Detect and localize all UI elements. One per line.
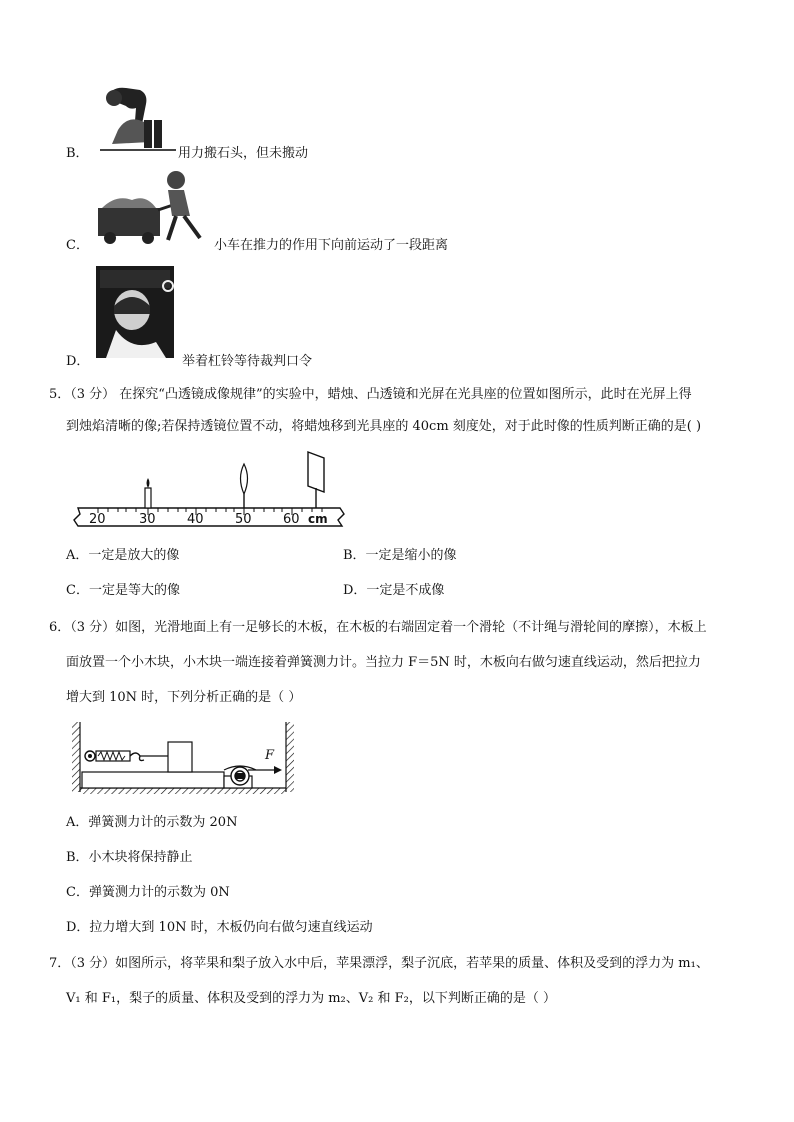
q6-stem-line2: 面放置一个小木块，小木块一端连接着弹簧测力计。当拉力 F＝5N 时，木板向右做匀速直线运动，然后把拉力 <box>66 655 701 670</box>
optical-bench-figure <box>72 448 348 534</box>
q5-option-c: C．一定是等大的像 <box>66 583 180 598</box>
q6-option-a: A．弹簧测力计的示数为 20N <box>66 815 238 830</box>
ruler-label-60: 60 <box>283 512 300 527</box>
q4-option-c-text: 小车在推力的作用下向前运动了一段距离 <box>214 238 449 253</box>
q6-option-c: C．弹簧测力计的示数为 0N <box>66 885 230 900</box>
q4-option-d-text: 举着杠铃等待裁判口令 <box>182 354 313 369</box>
ruler-label-40: 40 <box>187 512 204 527</box>
force-label: F <box>265 748 275 763</box>
q5-option-a: A．一定是放大的像 <box>66 548 180 563</box>
q5-stem-line1: 5．（3 分） 在探究“凸透镜成像规律”的实验中，蜡烛、凸透镜和光屏在光具座的位置如图所示，此时在光屏上得 <box>49 387 692 402</box>
q6-option-d: D．拉力增大到 10N 时，木板仍向右做匀速直线运动 <box>66 920 373 935</box>
q6-stem-line3: 增大到 10N 时，下列分析正确的是（ ） <box>66 690 302 705</box>
q4-option-c-letter: C． <box>66 238 89 253</box>
q5-option-b: B．一定是缩小的像 <box>343 548 457 563</box>
q4-option-d-image <box>96 266 174 358</box>
board-pulley-figure <box>72 720 296 796</box>
q5-stem-line2: 到烛焰清晰的像;若保持透镜位置不动，将蜡烛移到光具座的 40cm 刻度处，对于此时像的性质判断正确的是( ) <box>66 419 702 434</box>
q4-option-d-letter: D． <box>66 354 90 369</box>
q4-option-b-text: 用力搬石头，但未搬动 <box>178 146 309 161</box>
ruler-label-unit: cm <box>308 512 328 526</box>
ruler-label-30: 30 <box>139 512 156 527</box>
q6-stem-line1: 6．（3 分）如图，光滑地面上有一足够长的木板，在木板的右端固定着一个滑轮（不计绳与滑轮间的摩擦），木板上 <box>49 620 707 635</box>
ruler-label-20: 20 <box>89 512 106 527</box>
q4-option-b-image <box>100 80 176 154</box>
q7-stem-line2: V₁ 和 F₁，梨子的质量、体积及受到的浮力为 m₂、V₂ 和 F₂，以下判断正确的是（ ） <box>66 991 556 1006</box>
q6-option-b: B．小木块将保持静止 <box>66 850 193 865</box>
q5-option-d: D．一定是不成像 <box>343 583 445 598</box>
q4-option-c-image <box>96 168 212 246</box>
ruler-label-50: 50 <box>235 512 252 527</box>
q7-stem-line1: 7．（3 分）如图所示，将苹果和梨子放入水中后，苹果漂浮，梨子沉底，若苹果的质量、体积及受到的浮力为 m₁、 <box>49 956 709 971</box>
q4-option-b-letter: B． <box>66 146 89 161</box>
